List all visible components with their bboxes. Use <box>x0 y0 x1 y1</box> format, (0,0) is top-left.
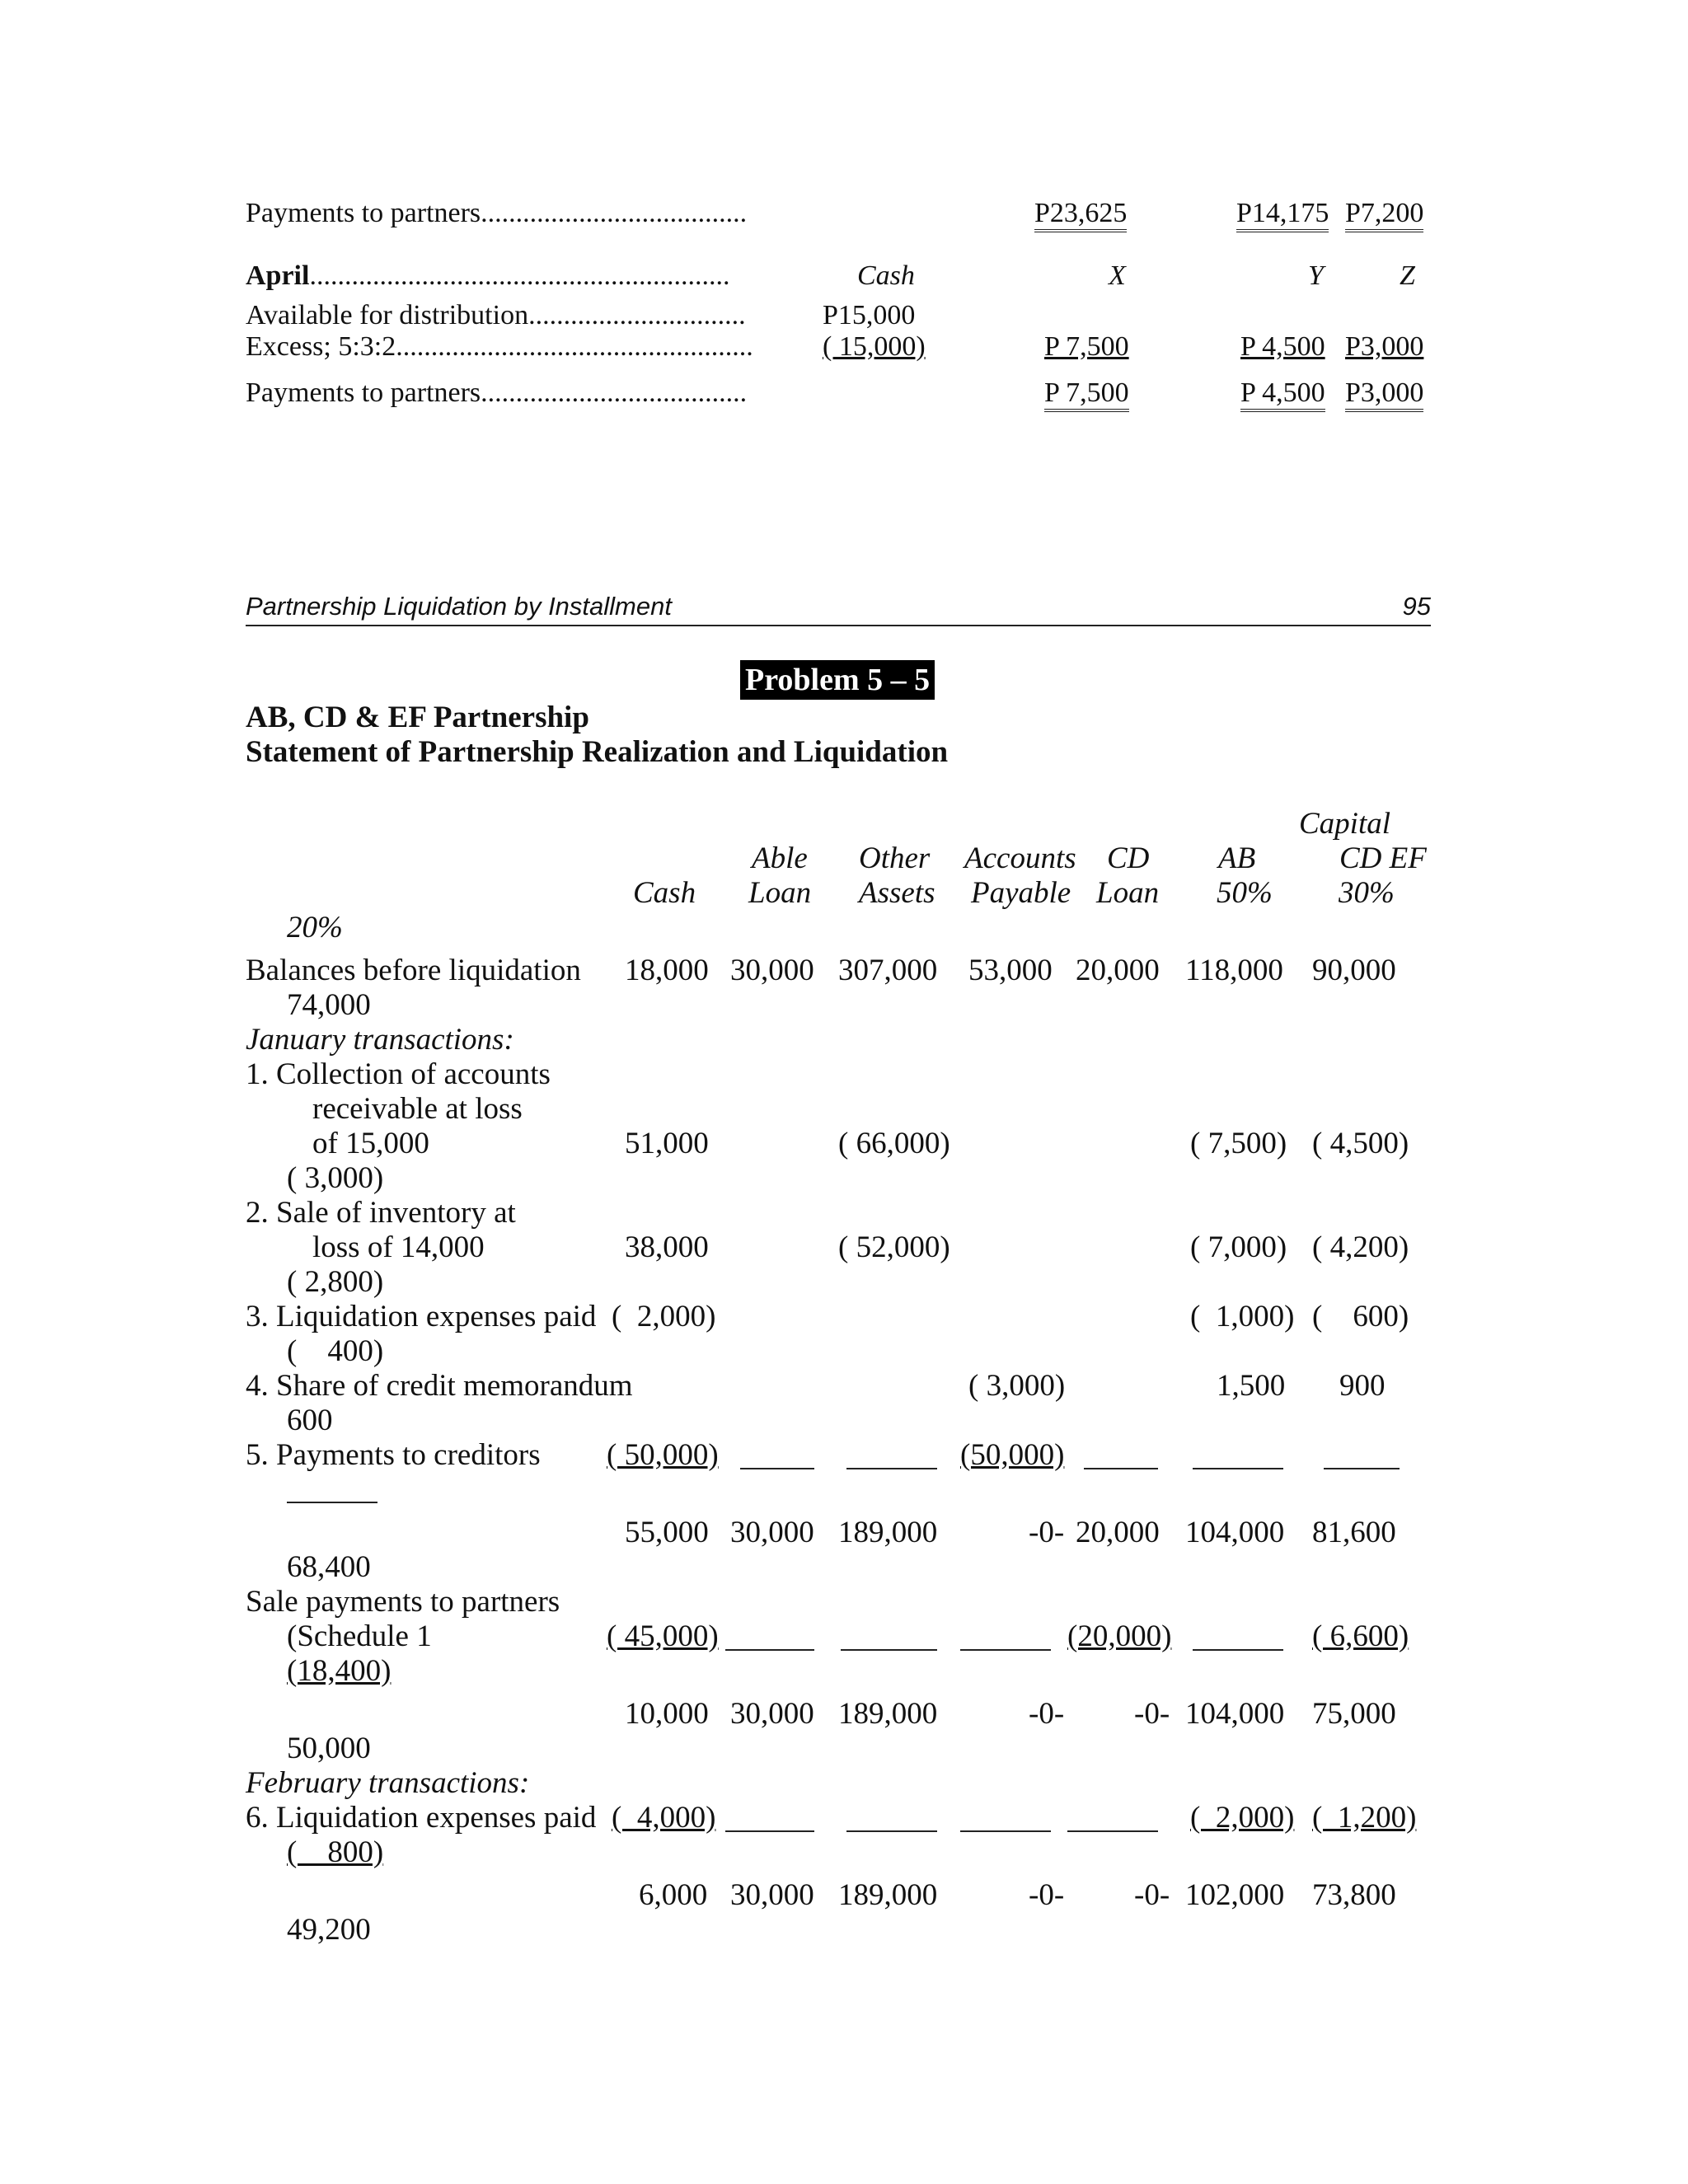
sub2-cdcap: 75,000 <box>1312 1697 1396 1731</box>
col-header-ap-1: Accounts <box>964 841 1076 875</box>
col-header-other-2: Assets <box>859 876 935 910</box>
payments-1-x: P23,625 <box>1034 198 1127 232</box>
payments-label-2: Payments to partners...................................... <box>246 377 748 408</box>
payments-1-y: P14,175 <box>1236 198 1329 232</box>
balances-cdcap: 90,000 <box>1312 954 1396 987</box>
t1-cash: 51,000 <box>625 1127 709 1160</box>
sale-cash: ( 45,000) <box>607 1619 719 1653</box>
sub2-cash: 10,000 <box>625 1697 709 1731</box>
col-header-cash: Cash <box>633 876 696 910</box>
col-z-top: Z <box>1400 260 1415 291</box>
sale-rule-ap <box>960 1649 1051 1651</box>
sub3-ap: -0- <box>1029 1878 1065 1912</box>
sub3-cash: 6,000 <box>639 1878 708 1912</box>
sub1-cdcap: 81,600 <box>1312 1516 1396 1549</box>
january-heading: January transactions: <box>246 1023 514 1057</box>
col-header-capital: Capital <box>1299 807 1391 841</box>
col-header-cdef-1: CD EF <box>1339 841 1427 875</box>
t3-ef: ( 400) <box>287 1334 384 1368</box>
payments-label-1: Payments to partners...................................... <box>246 198 748 228</box>
t6-rule-other <box>846 1830 937 1832</box>
sub2-other: 189,000 <box>838 1697 938 1731</box>
balances-ap: 53,000 <box>968 954 1053 987</box>
april-label <box>246 260 729 292</box>
balances-ef: 74,000 <box>287 988 371 1022</box>
sub1-cd: 20,000 <box>1076 1516 1160 1549</box>
sale-rule-ab <box>1193 1649 1283 1651</box>
balances-ab: 118,000 <box>1185 954 1283 987</box>
col-header-able-2: Loan <box>748 876 812 910</box>
t3-cash: ( 2,000) <box>612 1300 716 1333</box>
statement-title: Statement of Partnership Realization and Liquidation <box>246 735 949 769</box>
t5-rule-ab <box>1193 1468 1283 1469</box>
t1-label-1: 1. Collection of accounts <box>246 1057 551 1091</box>
col-header-ab-1: AB <box>1218 841 1256 875</box>
balances-cash: 18,000 <box>625 954 709 987</box>
t1-other: ( 66,000) <box>838 1127 950 1160</box>
t6-rule-ap <box>960 1830 1051 1832</box>
page-number: 95 <box>1402 592 1431 621</box>
sub1-able: 30,000 <box>730 1516 814 1549</box>
t6-rule-able <box>725 1830 814 1832</box>
payments-1-z: P7,200 <box>1345 198 1423 232</box>
excess-cash: ( 15,000) <box>823 331 926 362</box>
t5-rule-cd <box>1084 1468 1158 1469</box>
sale-cd: (20,000) <box>1067 1619 1172 1653</box>
sub1-ap: -0- <box>1029 1516 1065 1549</box>
excess-y: P 4,500 <box>1240 331 1325 362</box>
sub1-cash: 55,000 <box>625 1516 709 1549</box>
t2-ef: ( 2,800) <box>287 1265 384 1299</box>
col-header-ap-2: Payable <box>971 876 1071 910</box>
sale-label-2: (Schedule 1 <box>287 1619 432 1653</box>
sub3-ab: 102,000 <box>1185 1878 1285 1912</box>
t4-label: 4. Share of credit memorandum <box>246 1369 633 1403</box>
t1-label-3: of 15,000 <box>312 1127 429 1160</box>
t6-label: 6. Liquidation expenses paid <box>246 1801 597 1835</box>
t2-cdcap: ( 4,200) <box>1312 1230 1409 1264</box>
t3-cdcap: ( 600) <box>1312 1300 1409 1333</box>
t5-rule-able <box>740 1468 814 1469</box>
payments-2-z: P3,000 <box>1345 377 1423 412</box>
t5-cash: ( 50,000) <box>607 1438 719 1472</box>
t1-label-2: receivable at loss <box>312 1092 523 1126</box>
t5-label: 5. Payments to creditors <box>246 1438 541 1472</box>
t5-rule-cdcap <box>1324 1468 1400 1469</box>
april-heading: April <box>246 260 310 291</box>
balances-label: Balances before liquidation <box>246 954 581 987</box>
sale-rule-other <box>841 1649 937 1651</box>
col-cash-top: Cash <box>857 260 915 291</box>
t2-other: ( 52,000) <box>838 1230 950 1264</box>
sale-rule-able <box>725 1649 814 1651</box>
sale-cdcap: ( 6,600) <box>1312 1619 1409 1653</box>
t3-ab: ( 1,000) <box>1190 1300 1295 1333</box>
t4-ef: 600 <box>287 1404 333 1437</box>
sub3-cdcap: 73,800 <box>1312 1878 1396 1912</box>
t6-ef: ( 800) <box>287 1835 384 1869</box>
t5-rule-other <box>846 1468 937 1469</box>
t2-label-2: loss of 14,000 <box>312 1230 485 1264</box>
col-header-other-1: Other <box>859 841 931 875</box>
balances-other: 307,000 <box>838 954 938 987</box>
sale-ef: (18,400) <box>287 1654 392 1688</box>
sub1-other: 189,000 <box>838 1516 938 1549</box>
t3-label: 3. Liquidation expenses paid <box>246 1300 597 1333</box>
t1-cdcap: ( 4,500) <box>1312 1127 1409 1160</box>
t6-cash: ( 4,000) <box>612 1801 716 1835</box>
payments-2-x: P 7,500 <box>1044 377 1129 412</box>
sub1-ab: 104,000 <box>1185 1516 1285 1549</box>
problem-badge: Problem 5 – 5 <box>740 660 935 700</box>
t2-ab: ( 7,000) <box>1190 1230 1287 1264</box>
t4-ap: ( 3,000) <box>968 1369 1066 1403</box>
t2-label-1: 2. Sale of inventory at <box>246 1196 516 1230</box>
sub1-ef: 68,400 <box>287 1550 371 1584</box>
col-header-able-1: Able <box>752 841 808 875</box>
february-heading: February transactions: <box>246 1766 530 1800</box>
page-header <box>246 592 1431 626</box>
payments-2-y: P 4,500 <box>1240 377 1325 412</box>
t6-cdcap: ( 1,200) <box>1312 1801 1417 1835</box>
sub3-other: 189,000 <box>838 1878 938 1912</box>
t2-cash: 38,000 <box>625 1230 709 1264</box>
t4-ab: 1,500 <box>1217 1369 1286 1403</box>
sale-label-1: Sale payments to partners <box>246 1585 560 1619</box>
t1-ab: ( 7,500) <box>1190 1127 1287 1160</box>
t1-ef: ( 3,000) <box>287 1161 384 1195</box>
sub2-ab: 104,000 <box>1185 1697 1285 1731</box>
col-header-ab-2: 50% <box>1217 876 1273 910</box>
sub3-able: 30,000 <box>730 1878 814 1912</box>
t5-ap: (50,000) <box>960 1438 1065 1472</box>
chapter-title: Partnership Liquidation by Installment <box>246 592 672 621</box>
t6-ab: ( 2,000) <box>1190 1801 1295 1835</box>
col-header-cd-1: CD <box>1107 841 1150 875</box>
balances-cd: 20,000 <box>1076 954 1160 987</box>
sub2-cd: -0- <box>1134 1697 1170 1731</box>
sub2-able: 30,000 <box>730 1697 814 1731</box>
col-x-top: X <box>1109 260 1126 291</box>
t4-cdcap: 900 <box>1339 1369 1386 1403</box>
sub3-cd: -0- <box>1134 1878 1170 1912</box>
excess-label: Excess; 5:3:2................................................... <box>246 331 753 362</box>
balances-able: 30,000 <box>730 954 814 987</box>
excess-z: P3,000 <box>1345 331 1424 362</box>
sub3-ef: 49,200 <box>287 1913 371 1947</box>
available-label: Available for distribution............................... <box>246 300 746 330</box>
col-header-cdef-2: 30% <box>1339 876 1395 910</box>
sub2-ap: -0- <box>1029 1697 1065 1731</box>
t6-rule-cd <box>1067 1830 1158 1832</box>
company-name: AB, CD & EF Partnership <box>246 701 589 734</box>
excess-x: P 7,500 <box>1044 331 1129 362</box>
col-header-ef-pct: 20% <box>287 911 343 944</box>
april-dots: ............................................................ <box>309 260 730 291</box>
available-cash: P15,000 <box>823 300 916 330</box>
col-y-top: Y <box>1308 260 1324 291</box>
t5-rule-ef <box>287 1502 377 1503</box>
sub2-ef: 50,000 <box>287 1732 371 1765</box>
col-header-cd-2: Loan <box>1096 876 1160 910</box>
